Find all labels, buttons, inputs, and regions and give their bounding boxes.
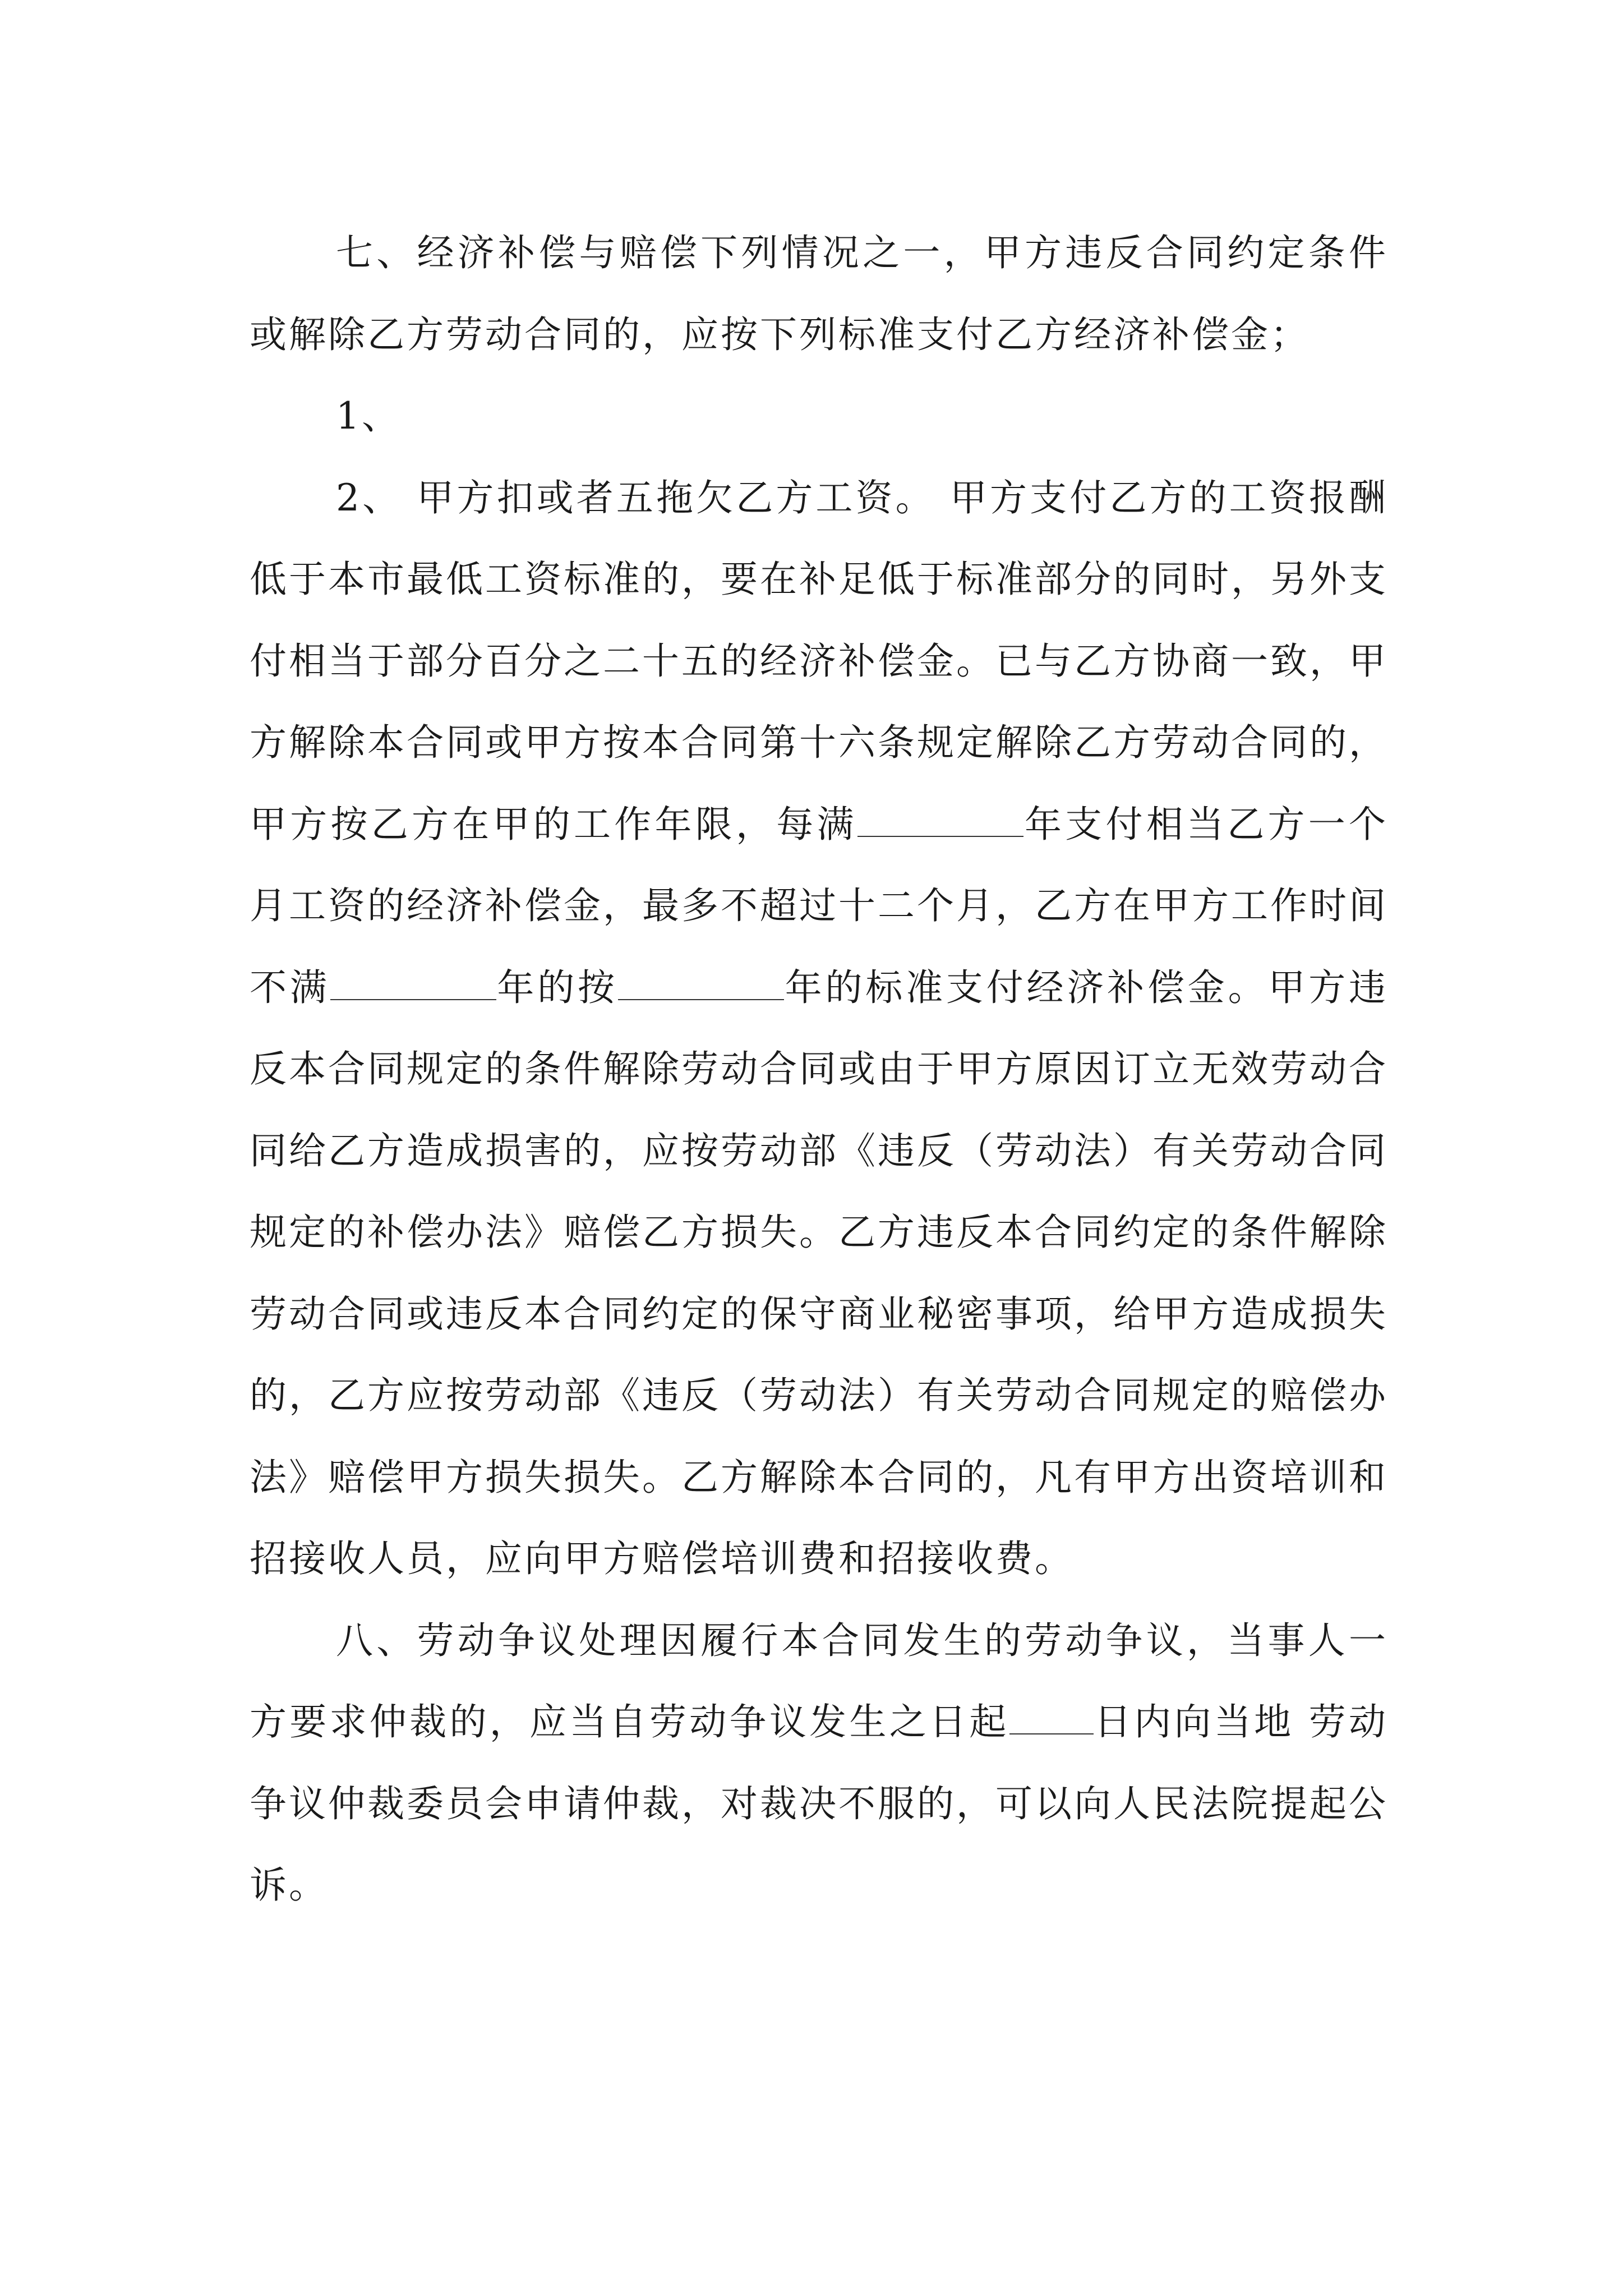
section-8-text-part-1: 八、劳动争议处理因履行本合同发生的劳动争议，当事人一方要求仲裁的，应当自劳动争议发生之日起 bbox=[250, 1618, 1388, 1743]
document-body bbox=[250, 212, 1388, 1926]
item-2-paragraph bbox=[250, 457, 1388, 1600]
blank-years-per-month bbox=[857, 808, 1023, 837]
section-8-text-part-2: 日内向当地 劳动争议仲裁委员会申请仲裁，对裁决不服的，可以向人民法院提起公诉。 bbox=[250, 1700, 1388, 1907]
section-7-text: 七、经济补偿与赔偿下列情况之一，甲方违反合同约定条件或解除乙方劳动合同的，应按下列标准支付乙方经济补偿金； bbox=[250, 231, 1388, 356]
blank-days bbox=[1009, 1705, 1094, 1734]
item-2-text-part-2: 年支付相当乙方一个月工资的经济补偿金，最多不超过十二个月，乙方在甲方工作时间不满 bbox=[250, 802, 1388, 1009]
item-1-paragraph bbox=[250, 375, 1388, 457]
item-2-text-part-4: 年的标准支付经济补偿金。甲方违反本合同规定的条件解除劳动合同或由于甲方原因订立无效劳动合同给乙方造成损害的，应按劳动部《违反（劳动法）有关劳动合同规定的补偿办法》赔偿乙方损失。乙方违反本合同约定的条件解除劳动合同或违反本合同约定的保守商业秘密事项，给甲方造成损失的，乙方应按劳动部《违反（劳动法）有关劳动合同规定的赔偿办法》赔偿甲方损失损失。乙方解除本合同的，凡有甲方出资培训和招接收人员，应向甲方赔偿培训费和招接收费。 bbox=[250, 965, 1389, 1580]
item-2-text-part-1: 2、 甲方扣或者五拖欠乙方工资。 甲方支付乙方的工资报酬低于本市最低工资标准的，要在补足低于标准部分的同时，另外支付相当于部分百分之二十五的经济补偿金。已与乙方协商一致，甲方解除本合同或甲方按本合同第十六条规定解除乙方劳动合同的，甲方按乙方在甲的工作年限，每满 bbox=[250, 476, 1388, 846]
item-1-label: 1、 bbox=[336, 394, 401, 438]
blank-min-years bbox=[330, 971, 496, 1000]
item-2-text-part-3: 年的按 bbox=[496, 965, 618, 1009]
blank-standard-years bbox=[618, 971, 784, 1000]
section-7-paragraph bbox=[250, 212, 1388, 375]
section-8-paragraph bbox=[250, 1600, 1388, 1926]
